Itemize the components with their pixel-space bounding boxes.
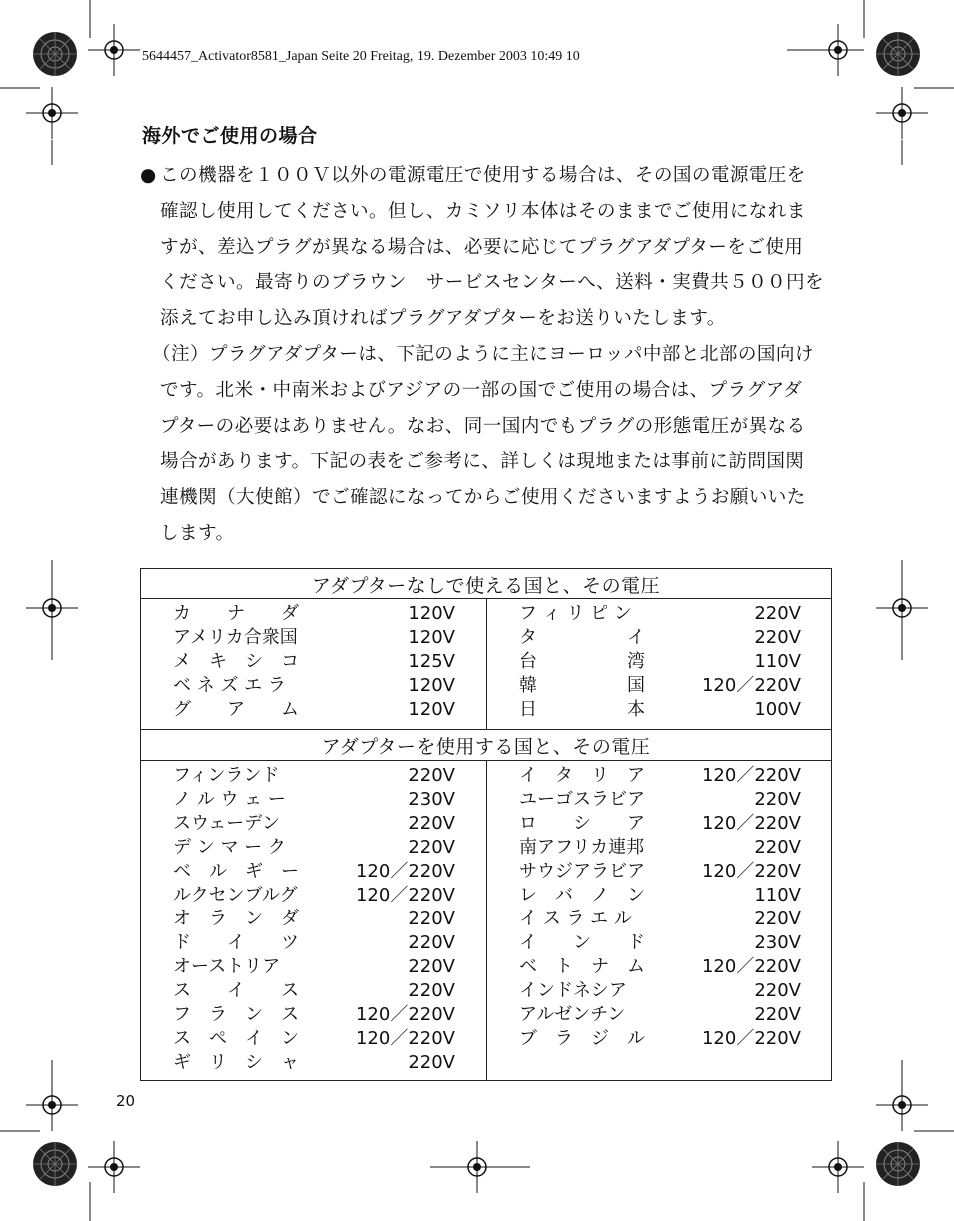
country-name: レ バ ノ ン <box>519 884 645 906</box>
country-name: イ ス ラ エ ル <box>519 908 632 930</box>
voltage-value: 220V <box>754 980 801 1002</box>
paragraph-adapter-info <box>140 158 850 337</box>
country-name: 台 湾 <box>519 651 645 672</box>
voltage-value: 120／220V <box>701 1027 801 1049</box>
paragraph-line: 確認し使用してください。但し、カミソリ本体はそのままでご使用になれま <box>160 200 806 222</box>
country-name: ベ ネ ズ エ ラ <box>173 675 286 696</box>
table-row <box>519 788 801 812</box>
country-name: オ ラ ン ダ <box>173 908 299 930</box>
voltage-value: 120／220V <box>701 812 801 834</box>
voltage-value: 120／220V <box>355 1004 455 1025</box>
country-name: イ ン ド <box>519 932 645 954</box>
bullet-icon: ● <box>140 165 157 186</box>
table-divider <box>141 729 831 730</box>
voltage-value: 220V <box>754 788 801 810</box>
paragraph-line: ください。最寄りのブラウン サービスセンターへ、送料・実費共５００円を <box>160 272 825 294</box>
voltage-value: 220V <box>408 812 455 834</box>
table-row <box>519 955 801 979</box>
table-row <box>173 764 455 788</box>
page-number: 20 <box>116 1092 136 1110</box>
voltage-value: 230V <box>408 788 455 810</box>
table-column-divider <box>486 760 487 1080</box>
table-row <box>173 788 455 812</box>
table-row <box>519 907 801 931</box>
table-section-title: アダプターなしで使える国と、その電圧 <box>311 575 661 597</box>
country-name: ノ ル ウ ェ ー <box>173 788 286 810</box>
table-row <box>173 1051 455 1075</box>
voltage-value: 120／220V <box>701 765 801 786</box>
paragraph-line: この機器を１００Ｖ以外の電源電圧で使用する場合は、その国の電源電圧を <box>160 165 806 186</box>
table-section-title: アダプターを使用する国と、その電圧 <box>321 736 651 758</box>
country-name: アメリカ合衆国 <box>173 627 298 648</box>
paragraph-line: 連機関（大使館）でご確認になってからご使用くださいますようお願いいた <box>160 487 806 509</box>
table-row <box>519 650 801 674</box>
voltage-value: 125V <box>408 651 455 672</box>
voltage-value: 120／220V <box>355 884 455 906</box>
table-row <box>173 812 455 836</box>
voltage-value: 120V <box>408 699 455 720</box>
table-row <box>519 1003 801 1027</box>
paragraph-line: です。北米・中南米およびアジアの一部の国でご使用の場合は、プラグアダ <box>160 379 803 401</box>
country-name: カ ナ ダ <box>173 603 299 624</box>
country-name: ブ ラ ジ ル <box>519 1027 645 1049</box>
table-row <box>173 1003 455 1027</box>
voltage-value: 220V <box>754 603 801 624</box>
table-row <box>173 884 455 908</box>
table-row <box>173 979 455 1003</box>
table-row <box>173 626 455 650</box>
country-name: イ タ リ ア <box>519 765 645 786</box>
paragraph-line: 場合があります。下記の表をご参考に、詳しくは現地または事前に訪問国関 <box>160 451 805 473</box>
country-name: ルクセンブルグ <box>173 884 298 906</box>
paragraph-line: プターの必要はありません。なお、同一国内でもプラグの形態電圧が異なる <box>160 415 806 437</box>
country-name: オーストリア <box>173 956 281 978</box>
table-column-divider <box>486 598 487 729</box>
voltage-value: 120／220V <box>355 860 455 882</box>
country-name: スウェーデン <box>173 812 280 834</box>
table-row <box>173 860 455 884</box>
voltage-value: 220V <box>408 980 455 1002</box>
voltage-value: 220V <box>408 956 455 978</box>
country-name: ユーゴスラビア <box>519 788 645 810</box>
table-row <box>519 626 801 650</box>
country-name: タ イ <box>519 627 645 648</box>
table-row <box>519 836 801 860</box>
country-name: ギ リ シ ャ <box>173 1051 299 1073</box>
voltage-value: 220V <box>754 627 801 648</box>
country-name: アルゼンチン <box>519 1004 626 1025</box>
paragraph-line: （注）プラグアダプターは、下記のように主にヨーロッパ中部と北部の国向け <box>152 344 814 365</box>
table-row <box>519 1027 801 1051</box>
voltage-value: 110V <box>754 884 801 906</box>
table-row <box>519 698 801 722</box>
paragraph-note <box>152 337 852 552</box>
table-row <box>173 650 455 674</box>
country-name: フ ラ ン ス <box>173 1004 299 1025</box>
country-name: 日 本 <box>519 699 645 720</box>
table-row <box>519 931 801 955</box>
table-row <box>173 602 455 626</box>
country-name: メ キ シ コ <box>173 651 299 672</box>
table-row <box>173 931 455 955</box>
country-name: フィンランド <box>173 765 280 786</box>
print-slug-header: 5644457_Activator8581_Japan Seite 20 Freitag, 19. Dezember 2003 10:49 10 <box>142 49 580 64</box>
table-row <box>173 698 455 722</box>
country-name: デ ン マ ー ク <box>173 836 286 858</box>
country-name: グ ア ム <box>173 699 299 720</box>
country-name: フ ィ リ ピ ン <box>519 603 632 624</box>
voltage-value: 100V <box>754 699 801 720</box>
voltage-value: 220V <box>754 1004 801 1025</box>
voltage-value: 220V <box>754 836 801 858</box>
table-row <box>519 812 801 836</box>
table-row <box>519 764 801 788</box>
paragraph-line: します。 <box>160 522 235 544</box>
voltage-value: 220V <box>754 908 801 930</box>
voltage-value: 110V <box>754 651 801 672</box>
voltage-value: 120V <box>408 627 455 648</box>
voltage-value: 120／220V <box>701 860 801 882</box>
country-name: 南アフリカ連邦 <box>519 836 645 858</box>
section-heading: 海外でご使用の場合 <box>142 125 318 147</box>
voltage-value: 120／220V <box>355 1027 455 1049</box>
country-name: ロ シ ア <box>519 812 645 834</box>
table-row <box>519 979 801 1003</box>
voltage-value: 220V <box>408 932 455 954</box>
paragraph-line: すが、差込プラグが異なる場合は、必要に応じてプラグアダプターをご使用 <box>160 236 804 258</box>
paragraph-line: 添えてお申し込み頂ければプラグアダプターをお送りいたします。 <box>160 308 726 330</box>
table-row <box>519 674 801 698</box>
country-name: ベ ル ギ ー <box>173 860 299 882</box>
table-row <box>519 860 801 884</box>
country-name: ス イ ス <box>173 980 299 1002</box>
voltage-value: 230V <box>754 932 801 954</box>
table-row <box>173 907 455 931</box>
voltage-table <box>140 568 832 1081</box>
table-row <box>173 955 455 979</box>
voltage-value: 220V <box>408 765 455 786</box>
country-name: インドネシア <box>519 980 627 1002</box>
voltage-value: 220V <box>408 908 455 930</box>
table-row <box>173 1027 455 1051</box>
country-name: サウジアラビア <box>519 860 645 882</box>
voltage-value: 120V <box>408 603 455 624</box>
voltage-value: 220V <box>408 1051 455 1073</box>
voltage-value: 120／220V <box>701 675 801 696</box>
table-row <box>173 674 455 698</box>
country-name: ベ ト ナ ム <box>519 956 645 978</box>
country-name: ス ペ イ ン <box>173 1027 299 1049</box>
voltage-value: 120／220V <box>701 956 801 978</box>
country-name: 韓 国 <box>519 675 645 696</box>
table-row <box>173 836 455 860</box>
voltage-value: 220V <box>408 836 455 858</box>
country-name: ド イ ツ <box>173 932 299 954</box>
voltage-value: 120V <box>408 675 455 696</box>
table-row <box>519 602 801 626</box>
table-row <box>519 884 801 908</box>
